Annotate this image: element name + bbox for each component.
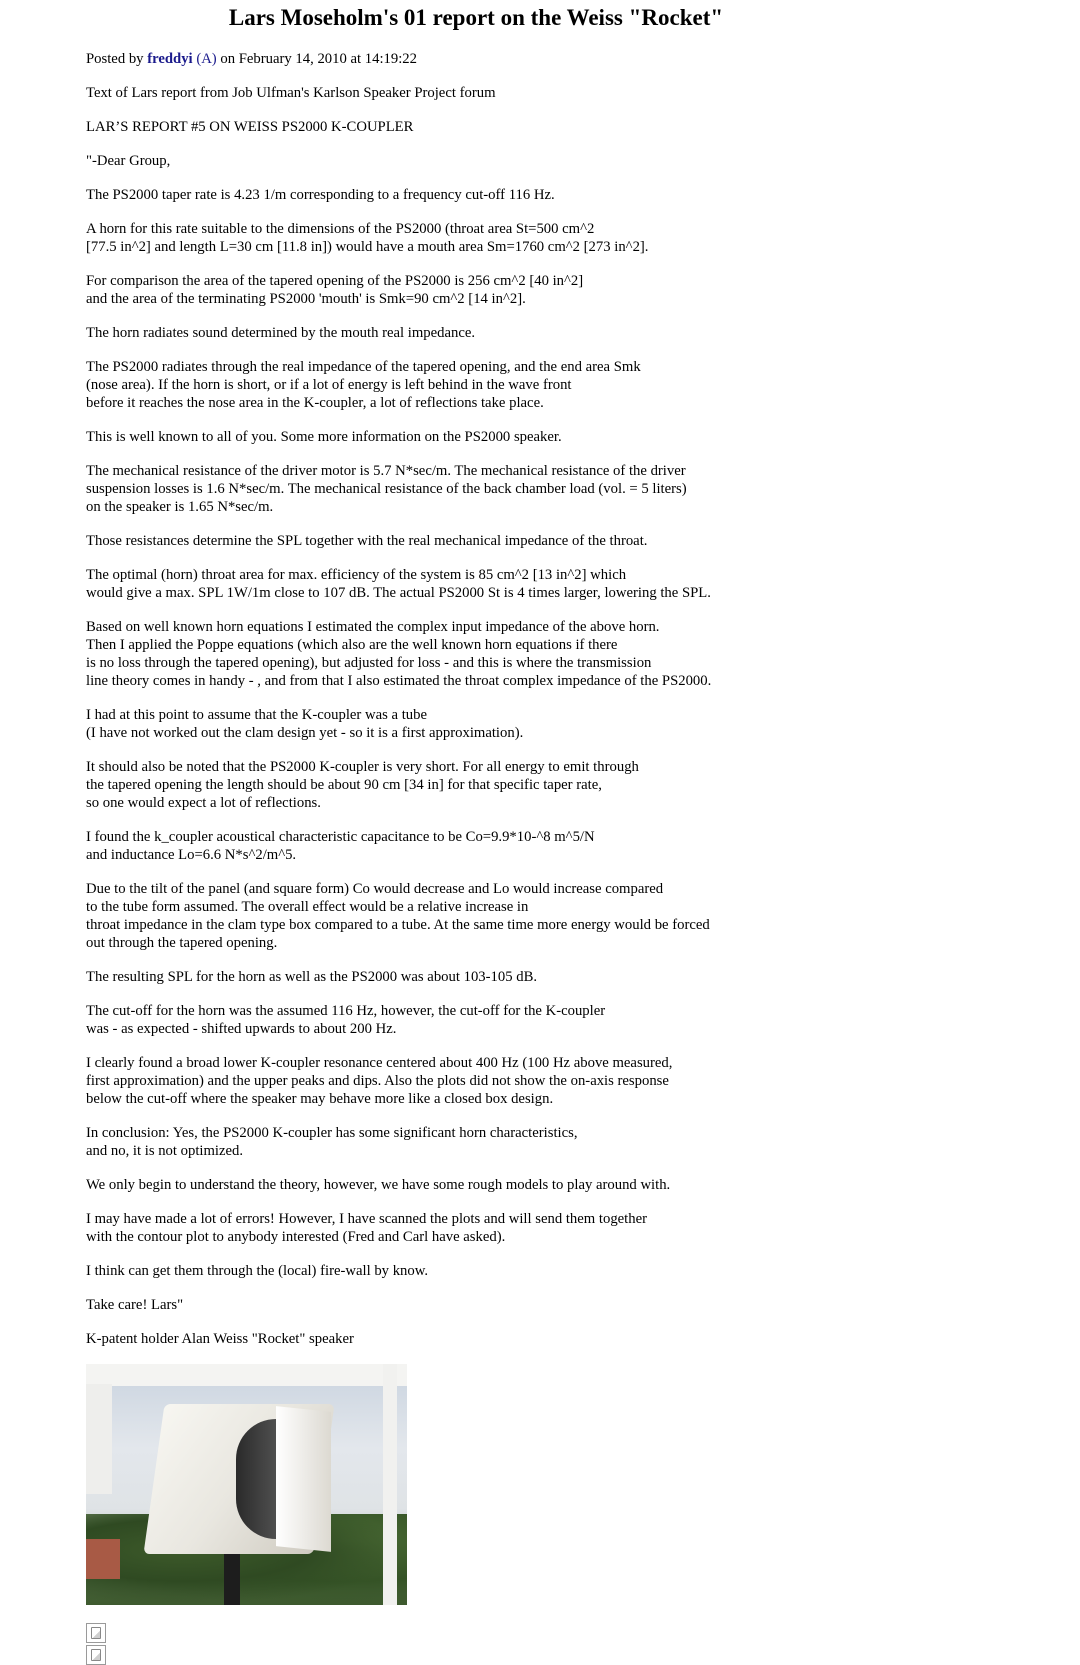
report-paragraph bbox=[86, 968, 986, 986]
paragraph-line: It should also be noted that the PS2000 K-coupler is very short. For all energy to emit through bbox=[86, 759, 639, 775]
report-paragraph bbox=[86, 828, 986, 864]
report-paragraph bbox=[86, 186, 986, 204]
paragraph-line: (nose area). If the horn is short, or if a lot of energy is left behind in the wave front bbox=[86, 377, 572, 393]
paragraph-line: before it reaches the nose area in the K-coupler, a lot of reflections take place. bbox=[86, 395, 544, 411]
report-paragraph bbox=[86, 1002, 986, 1038]
speaker-photo bbox=[86, 1364, 407, 1605]
paragraph-line: The horn radiates sound determined by the mouth real impedance. bbox=[86, 325, 476, 341]
post-content bbox=[86, 50, 986, 1665]
paragraph-line: We only begin to understand the theory, however, we have some rough models to play around with. bbox=[86, 1177, 671, 1193]
report-paragraph bbox=[86, 1210, 986, 1246]
report-paragraph bbox=[86, 758, 986, 812]
report-paragraph bbox=[86, 880, 986, 952]
report-paragraph bbox=[86, 84, 986, 102]
paragraph-line: I may have made a lot of errors! However, I have scanned the plots and will send them together bbox=[86, 1211, 648, 1227]
paragraph-line: "-Dear Group, bbox=[86, 153, 171, 169]
broken-image-icon bbox=[86, 1645, 106, 1665]
paragraph-line: Take care! Lars" bbox=[86, 1297, 184, 1313]
paragraph-line: LAR’S REPORT #5 ON WEISS PS2000 K-COUPLER bbox=[86, 119, 414, 135]
paragraph-line: The PS2000 radiates through the real impedance of the tapered opening, and the end area Smk bbox=[86, 359, 641, 375]
paragraph-line: line theory comes in handy - , and from that I also estimated the throat complex impedance of the PS2000. bbox=[86, 673, 712, 689]
report-paragraph bbox=[86, 1176, 986, 1194]
report-paragraph bbox=[86, 118, 986, 136]
paragraph-line: suspension losses is 1.6 N*sec/m. The mechanical resistance of the back chamber load (vol. = 5 liters) bbox=[86, 481, 687, 497]
paragraph-line: The mechanical resistance of the driver motor is 5.7 N*sec/m. The mechanical resistance of the driver bbox=[86, 463, 686, 479]
report-paragraph bbox=[86, 1296, 986, 1314]
page-title: Lars Moseholm's 01 report on the Weiss "Rocket" bbox=[228, 5, 724, 30]
report-paragraph bbox=[86, 324, 986, 342]
paragraph-line: [77.5 in^2] and length L=30 cm [11.8 in]) would have a mouth area Sm=1760 cm^2 [273 in^2]. bbox=[86, 239, 649, 255]
paragraph-line: out through the tapered opening. bbox=[86, 935, 278, 951]
paragraph-line: For comparison the area of the tapered opening of the PS2000 is 256 cm^2 [40 in^2] bbox=[86, 273, 584, 289]
paragraph-line: would give a max. SPL 1W/1m close to 107 dB. The actual PS2000 St is 4 times larger, lowering the SPL. bbox=[86, 585, 711, 601]
report-paragraph bbox=[86, 462, 986, 516]
post-date: on February 14, 2010 at 14:19:22 bbox=[216, 51, 417, 67]
report-paragraph bbox=[86, 1054, 986, 1108]
paragraph-line: and no, it is not optimized. bbox=[86, 1143, 244, 1159]
paragraph-line: I found the k_coupler acoustical characteristic capacitance to be Co=9.9*10-^8 m^5/N bbox=[86, 829, 595, 845]
report-paragraph bbox=[86, 532, 986, 550]
paragraph-line: I had at this point to assume that the K-coupler was a tube bbox=[86, 707, 427, 723]
paragraph-line: I think can get them through the (local) fire-wall by know. bbox=[86, 1263, 429, 1279]
paragraph-line: with the contour plot to anybody interested (Fred and Carl have asked). bbox=[86, 1229, 506, 1245]
paragraph-line: below the cut-off where the speaker may behave more like a closed box design. bbox=[86, 1091, 554, 1107]
report-paragraph bbox=[86, 1124, 986, 1160]
report-paragraph bbox=[86, 1262, 986, 1280]
report-paragraph bbox=[86, 566, 986, 602]
paragraph-line: was - as expected - shifted upwards to about 200 Hz. bbox=[86, 1021, 397, 1037]
paragraph-line: Text of Lars report from Job Ulfman's Karlson Speaker Project forum bbox=[86, 85, 496, 101]
paragraph-line: Due to the tilt of the panel (and square form) Co would decrease and Lo would increase compared bbox=[86, 881, 664, 897]
report-paragraph bbox=[86, 358, 986, 412]
paragraph-line: the tapered opening the length should be about 90 cm [34 in] for that specific taper rate, bbox=[86, 777, 602, 793]
paragraph-line: throat impedance in the clam type box compared to a tube. At the same time more energy would be forced bbox=[86, 917, 710, 933]
paragraph-line: A horn for this rate suitable to the dimensions of the PS2000 (throat area St=500 cm^2 bbox=[86, 221, 595, 237]
paragraph-line: The PS2000 taper rate is 4.23 1/m corresponding to a frequency cut-off 116 Hz. bbox=[86, 187, 555, 203]
report-paragraph bbox=[86, 220, 986, 256]
paragraph-line: Based on well known horn equations I estimated the complex input impedance of the above horn. bbox=[86, 619, 660, 635]
paragraph-line: on the speaker is 1.65 N*sec/m. bbox=[86, 499, 274, 515]
broken-image-icon bbox=[86, 1623, 106, 1643]
report-paragraph bbox=[86, 428, 986, 446]
paragraph-line: Then I applied the Poppe equations (which also are the well known horn equations if there bbox=[86, 637, 618, 653]
paragraph-line: is no loss through the tapered opening), but adjusted for loss - and this is where the transmission bbox=[86, 655, 652, 671]
report-paragraph bbox=[86, 618, 986, 690]
paragraph-line: This is well known to all of you. Some more information on the PS2000 speaker. bbox=[86, 429, 562, 445]
paragraph-line: and inductance Lo=6.6 N*s^2/m^5. bbox=[86, 847, 297, 863]
author-tag[interactable]: (A) bbox=[196, 51, 217, 67]
report-paragraph bbox=[86, 152, 986, 170]
report-paragraph bbox=[86, 272, 986, 308]
report-body bbox=[86, 84, 986, 1314]
paragraph-line: In conclusion: Yes, the PS2000 K-coupler has some significant horn characteristics, bbox=[86, 1125, 578, 1141]
paragraph-line: and the area of the terminating PS2000 'mouth' is Smk=90 cm^2 [14 in^2]. bbox=[86, 291, 526, 307]
paragraph-line: to the tube form assumed. The overall effect would be a relative increase in bbox=[86, 899, 529, 915]
image-caption: K-patent holder Alan Weiss "Rocket" speaker bbox=[86, 1331, 354, 1347]
paragraph-line: first approximation) and the upper peaks and dips. Also the plots did not show the on-axis response bbox=[86, 1073, 669, 1089]
paragraph-line: The resulting SPL for the horn as well as the PS2000 was about 103-105 dB. bbox=[86, 969, 538, 985]
paragraph-line: I clearly found a broad lower K-coupler resonance centered about 400 Hz (100 Hz above measured, bbox=[86, 1055, 673, 1071]
paragraph-line: The cut-off for the horn was the assumed 116 Hz, however, the cut-off for the K-coupler bbox=[86, 1003, 606, 1019]
paragraph-line: so one would expect a lot of reflections. bbox=[86, 795, 321, 811]
paragraph-line: (I have not worked out the clam design yet - so it is a first approximation). bbox=[86, 725, 524, 741]
post-meta bbox=[86, 50, 986, 68]
report-paragraph bbox=[86, 706, 986, 742]
author-link[interactable]: freddyi bbox=[147, 51, 193, 67]
paragraph-line: Those resistances determine the SPL together with the real mechanical impedance of the throat. bbox=[86, 533, 648, 549]
posted-by-label: Posted by bbox=[86, 51, 148, 67]
paragraph-line: The optimal (horn) throat area for max. efficiency of the system is 85 cm^2 [13 in^2] which bbox=[86, 567, 627, 583]
